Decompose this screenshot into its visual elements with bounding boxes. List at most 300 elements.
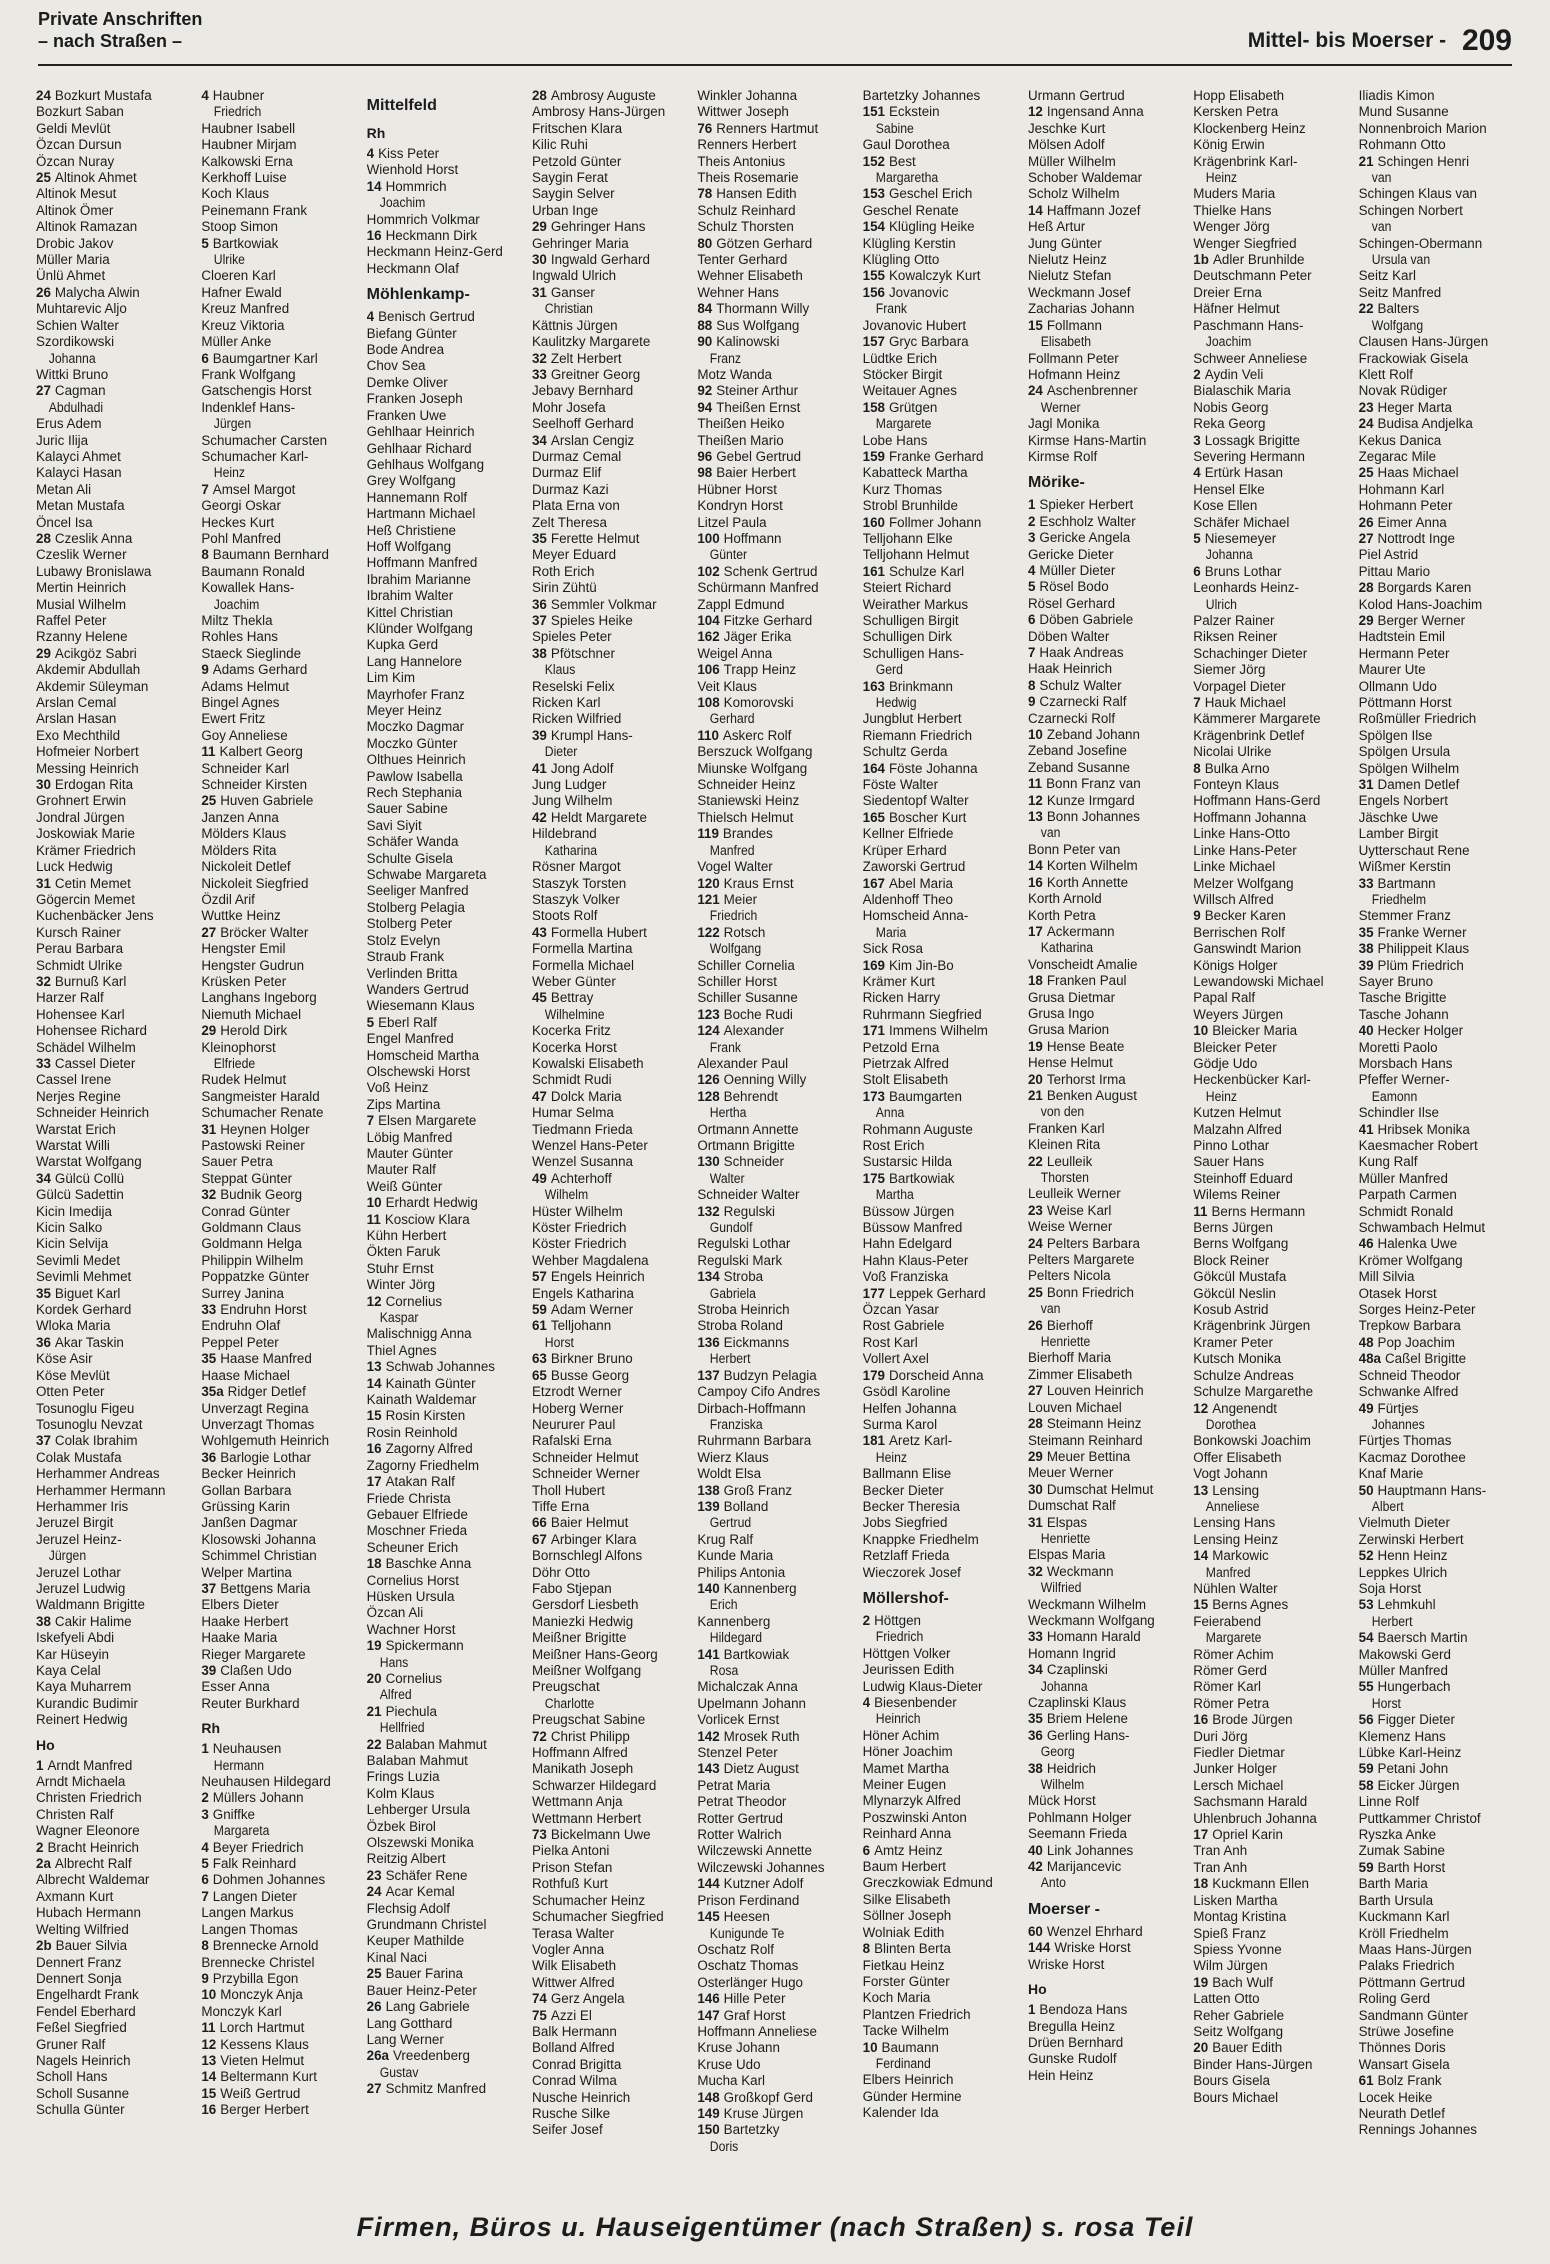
resident-entry: Vollert Axel (862, 1351, 929, 1367)
house-number: 45 (531, 990, 547, 1006)
column-4 (532, 88, 691, 2200)
house-number: 34 (531, 432, 547, 448)
resident-entry (1028, 1761, 1187, 1777)
resident-entry (367, 1884, 526, 1900)
house-range-marker: Rh (201, 1720, 220, 1737)
resident-entry (1359, 416, 1518, 432)
resident-entry: Gehlhaar Heinrich (366, 424, 475, 440)
resident-entry-continuation: Albert (1371, 1498, 1404, 1514)
resident-entry: Schingen Norbert (1358, 202, 1463, 218)
resident-entry (863, 1368, 1022, 1384)
resident-entry: Reinhard Anna (862, 1826, 952, 1842)
resident-name: Kim Jin-Bo (888, 957, 954, 973)
house-number: 37 (201, 1580, 217, 1596)
resident-entry: Litzel Paula (697, 514, 767, 530)
house-number: 11 (1027, 776, 1043, 792)
resident-entry: Herhammer Hermann (36, 1482, 166, 1498)
resident-entry: Klünder Wolfgang (366, 620, 473, 636)
resident-name: Vieten Helmut (220, 2052, 305, 2068)
resident-entry: Fietkau Heinz (862, 1957, 945, 1973)
resident-entry: Jeruzel Birgit (36, 1515, 114, 1531)
resident-entry: Hofmann Heinz (1027, 366, 1121, 382)
resident-entry: Theis Antonius (697, 153, 786, 169)
resident-entry (863, 1613, 1022, 1629)
house-number: 31 (201, 1121, 217, 1137)
resident-entry: Engels Norbert (1358, 793, 1448, 809)
house-number: 9 (1193, 908, 1201, 924)
resident-entry: Homann Ingrid (1027, 1645, 1116, 1661)
house-number: 78 (697, 186, 713, 202)
resident-entry: Stolz Evelyn (366, 932, 441, 948)
resident-entry: Tasche Johann (1358, 1006, 1449, 1022)
house-number: 16 (201, 2102, 217, 2118)
resident-entry: Vogt Johann (1193, 1466, 1268, 1482)
resident-entry: Krämer Friedrich (36, 842, 136, 858)
resident-entry: Gödje Udo (1193, 1055, 1258, 1071)
resident-entry: Sangmeister Harald (201, 1088, 320, 1104)
resident-entry: Wierz Klaus (697, 1449, 769, 1465)
resident-entry: Ortmann Annette (697, 1121, 799, 1137)
house-number: 22 (366, 1736, 382, 1752)
house-number: 8 (1193, 760, 1201, 776)
resident-entry: Haake Maria (201, 1630, 278, 1646)
resident-entry: Wansart Gisela (1358, 2056, 1450, 2072)
house-number: 35 (1027, 1711, 1043, 1727)
house-number: 19 (366, 1638, 382, 1654)
house-number: 41 (1358, 1121, 1374, 1137)
resident-name: Homann Harald (1046, 1629, 1141, 1645)
resident-entry: Bonn Peter van (1027, 841, 1121, 857)
resident-entry: Lewandowski Michael (1193, 973, 1324, 989)
resident-entry-continuation: Gerhard (710, 711, 755, 727)
resident-entry-continuation: Klaus (544, 662, 576, 678)
resident-entry: Schürmann Manfred (697, 580, 819, 596)
resident-entry: Zegarac Mile (1358, 448, 1437, 464)
resident-name: Erhardt Hedwig (385, 1195, 478, 1211)
resident-entry: Kruse Johann (697, 2040, 780, 2056)
resident-entry (367, 1474, 526, 1490)
resident-entry (863, 1286, 1022, 1302)
resident-name: Bolland (723, 1498, 769, 1514)
house-number: 48 (1358, 1334, 1374, 1350)
house-number: 10 (201, 1987, 217, 2003)
resident-entry: Linke Hans-Peter (1193, 842, 1297, 858)
resident-entry: Zeband Susanne (1027, 759, 1130, 775)
resident-entry: Jobs Siegfried (862, 1515, 948, 1531)
resident-entry (863, 449, 1022, 465)
resident-name: Bolz Frank (1377, 2073, 1442, 2089)
resident-entry-continuation: Friedrich (214, 104, 262, 120)
resident-entry-continuation: Georg (1040, 1744, 1075, 1760)
resident-name: Bickelmann Uwe (550, 1827, 651, 1843)
resident-entry-continuation: Margaretha (875, 170, 938, 186)
resident-entry: Wettmann Herbert (531, 1810, 642, 1826)
resident-entry (532, 1368, 691, 1384)
resident-entry: Severing Hermann (1193, 448, 1305, 464)
resident-entry: Terasa Walter (531, 1925, 615, 1941)
resident-name: Trapp Heinz (723, 662, 797, 678)
resident-entry: Kaya Celal (36, 1663, 101, 1678)
resident-name: Heger Marta (1377, 399, 1452, 415)
resident-name: Kuckmann Ellen (1212, 1876, 1309, 1892)
resident-entry (1028, 318, 1187, 334)
resident-entry-continuation: Friedrich (875, 1629, 923, 1645)
resident-entry: Schumacher Renate (201, 1105, 324, 1121)
resident-entry: Staeck Sieglinde (201, 645, 302, 661)
resident-name: Balaban Mahmut (385, 1736, 487, 1752)
resident-entry: Ambrosy Hans-Jürgen (531, 104, 666, 120)
resident-entry: Lang Gotthard (366, 2015, 453, 2031)
resident-entry (697, 2008, 856, 2024)
resident-entry (201, 1302, 360, 1318)
resident-name: Biguet Karl (54, 1285, 121, 1301)
resident-name: Lang Gabriele (385, 1999, 470, 2015)
resident-entry: Durmaz Kazi (531, 481, 609, 497)
house-number: 35 (36, 1285, 51, 1301)
resident-entry: Schwanke Alfred (1358, 1384, 1459, 1400)
house-number: 7 (1193, 695, 1201, 711)
resident-entry: Kerkhoff Luise (201, 170, 287, 186)
directory-columns (36, 88, 1518, 2200)
resident-entry: Schiller Cornelia (697, 957, 795, 973)
resident-entry (1193, 2040, 1352, 2056)
resident-entry-continuation: Christian (544, 301, 593, 317)
resident-name: Dorscheid Anna (888, 1367, 984, 1383)
resident-entry: Lang Hannelore (366, 653, 462, 669)
house-range-marker: Ho (1027, 1981, 1047, 1998)
resident-entry: Römer Karl (1193, 1679, 1262, 1695)
house-number: 148 (697, 2089, 720, 2105)
resident-entry (863, 1941, 1022, 1957)
resident-entry: Hüster Wilhelm (531, 1203, 623, 1219)
resident-entry (1359, 1351, 1518, 1367)
resident-name: Heesen (723, 1909, 770, 1925)
resident-entry: Maas Hans-Jürgen (1358, 1941, 1472, 1957)
resident-name: Terhorst Irma (1046, 1071, 1126, 1087)
resident-entry-continuation: Anna (875, 1105, 904, 1121)
resident-entry: Homscheid Anna- (862, 908, 969, 924)
resident-name: Brennecke Arnold (212, 1938, 319, 1954)
resident-entry: Conrad Günter (201, 1203, 290, 1219)
house-number: 155 (862, 268, 885, 284)
resident-entry: Özdil Arif (201, 891, 255, 907)
resident-name: Spickermann (385, 1638, 464, 1654)
resident-entry: Grey Wolfgang (366, 473, 456, 489)
resident-entry (1359, 465, 1518, 481)
resident-entry: Prison Ferdinand (697, 1892, 800, 1908)
resident-entry: Vielmuth Dieter (1358, 1515, 1450, 1531)
resident-entry: Saygin Selver (531, 186, 615, 202)
resident-name: Birkner Bruno (550, 1351, 633, 1367)
house-number: 6 (1193, 563, 1201, 579)
resident-entry: Schulligen Birgit (862, 613, 959, 628)
resident-entry: Schumacher Karl- (201, 448, 309, 464)
house-number: 18 (1193, 1876, 1209, 1892)
resident-entry (1359, 1761, 1518, 1777)
resident-entry: Langen Markus (201, 1905, 294, 1921)
resident-name: Jäger Erika (723, 629, 792, 645)
resident-entry: Axmann Kurt (36, 1888, 114, 1904)
resident-entry (1028, 530, 1187, 546)
resident-name: Christ Philipp (550, 1728, 630, 1744)
resident-entry: Gehringer Maria (531, 235, 629, 251)
resident-entry (863, 1433, 1022, 1449)
resident-name: Gryc Barbara (888, 334, 969, 350)
resident-entry (697, 892, 856, 908)
resident-entry (201, 793, 360, 809)
house-number: 15 (201, 2085, 217, 2101)
resident-entry: Wilk Elisabeth (531, 1958, 617, 1974)
resident-entry (1028, 497, 1187, 513)
resident-entry-continuation: Heinz (214, 465, 246, 481)
house-number: 39 (531, 727, 547, 743)
resident-entry: Elbers Dieter (201, 1597, 279, 1613)
resident-entry: Rudek Helmut (201, 1072, 287, 1088)
resident-entry: Exo Mechthild (36, 727, 121, 743)
resident-entry (697, 1269, 856, 1285)
resident-name: Franken Paul (1046, 973, 1127, 989)
house-number: 5 (201, 235, 209, 251)
resident-name: Falk Reinhard (212, 1856, 297, 1872)
resident-entry (201, 1450, 360, 1466)
resident-entry: Geldi Mevlüt (36, 120, 111, 136)
resident-entry: Savi Siyit (366, 817, 422, 833)
resident-entry: Kosub Astrid (1193, 1302, 1269, 1318)
house-number: 96 (697, 448, 713, 464)
resident-name: Kowalczyk Kurt (888, 268, 981, 284)
resident-name: Eimer Anna (1377, 514, 1447, 530)
page-number: 209 (1461, 24, 1512, 57)
resident-name: Aydin Veli (1204, 366, 1264, 382)
resident-entry (36, 170, 195, 186)
resident-entry-continuation: Henriette (1040, 1334, 1091, 1350)
resident-entry (36, 383, 195, 399)
resident-entry (697, 1499, 856, 1515)
house-number: 29 (36, 645, 51, 661)
resident-entry: Tiedmann Frieda (531, 1121, 633, 1137)
house-number: 6 (201, 350, 209, 366)
resident-entry: Palaks Friedrich (1358, 1958, 1455, 1974)
house-number: 57 (531, 1269, 547, 1285)
resident-entry: Stöcker Birgit (862, 366, 943, 382)
resident-entry: Manikath Joseph (531, 1761, 634, 1777)
resident-entry: Frings Luzia (366, 1769, 440, 1785)
street-heading: Möllershof- (862, 1589, 949, 1607)
resident-entry: Königs Holger (1193, 957, 1278, 973)
resident-entry: Lehberger Ursula (366, 1802, 471, 1818)
resident-entry (1028, 612, 1187, 628)
resident-entry (36, 777, 195, 793)
resident-entry (201, 744, 360, 760)
resident-entry: Franken Uwe (366, 407, 447, 423)
resident-name: Meuer Bettina (1046, 1448, 1131, 1464)
resident-entry: Hoffmann Johanna (1193, 809, 1307, 825)
resident-entry: Ökten Faruk (366, 1244, 441, 1260)
resident-entry-continuation: Johannes (1371, 1416, 1425, 1432)
resident-entry: Humar Selma (531, 1105, 614, 1121)
resident-entry: Moretti Paolo (1358, 1039, 1438, 1055)
house-number: 27 (201, 924, 217, 940)
resident-entry (1028, 1154, 1187, 1170)
resident-entry: Müller Maria (36, 252, 110, 268)
house-number: 59 (1358, 1761, 1374, 1777)
resident-entry: Zaworski Gertrud (862, 859, 966, 875)
resident-entry (1028, 1859, 1187, 1875)
resident-entry (201, 1889, 360, 1905)
house-number: 38 (531, 645, 547, 661)
resident-entry: Papal Ralf (1193, 990, 1256, 1006)
resident-entry: Lubawy Bronislawa (36, 563, 152, 579)
resident-entry-continuation: Abdulhadi (48, 399, 104, 415)
resident-entry: Hermann Peter (1358, 645, 1450, 661)
house-number: 40 (1358, 1023, 1374, 1039)
resident-name: Haas Michael (1377, 465, 1459, 481)
resident-entry: Klemenz Hans (1358, 1728, 1446, 1744)
resident-entry: Gsödl Karoline (862, 1384, 951, 1400)
resident-entry: Günder Hermine (862, 2088, 962, 2104)
resident-entry: Pielka Antoni (531, 1843, 610, 1859)
resident-entry (1028, 1449, 1187, 1465)
resident-name: Kunze Irmgard (1046, 792, 1135, 808)
house-number: 17 (1193, 1827, 1209, 1843)
resident-name: Schulz Walter (1039, 677, 1122, 693)
resident-entry (201, 1187, 360, 1203)
resident-entry: Pastowski Reiner (201, 1138, 305, 1153)
resident-entry: Stemmer Franz (1358, 908, 1451, 924)
resident-entry: Döben Walter (1027, 628, 1110, 644)
resident-entry (36, 1056, 195, 1072)
resident-entry: Häfner Helmut (1193, 301, 1280, 317)
resident-entry: Stroba Heinrich (697, 1302, 790, 1318)
resident-entry: Kittel Christian (366, 604, 453, 620)
resident-entry (532, 433, 691, 449)
resident-entry: Weyers Jürgen (1193, 1006, 1284, 1022)
house-number: 35a (201, 1384, 224, 1400)
resident-entry: Lübke Karl-Heinz (1358, 1745, 1462, 1761)
resident-entry: Strobl Brunhilde (862, 498, 958, 514)
house-number: 29 (1358, 613, 1374, 628)
resident-entry (201, 1663, 360, 1679)
resident-entry (367, 228, 526, 244)
house-number: 8 (201, 547, 209, 563)
resident-name: Beltermann Kurt (220, 2069, 317, 2085)
resident-entry: Grohnert Erwin (36, 793, 127, 809)
resident-entry (532, 1532, 691, 1548)
resident-entry (1359, 925, 1518, 941)
resident-name: Rosin Kirsten (385, 1408, 466, 1424)
resident-entry (697, 1991, 856, 2007)
resident-entry (697, 1007, 856, 1023)
resident-entry: Melzer Wolfgang (1193, 875, 1294, 891)
resident-name: Arbinger Klara (550, 1531, 637, 1547)
resident-entry: Haubner Mirjam (201, 137, 297, 153)
resident-entry: Steinhoff Eduard (1193, 1170, 1293, 1186)
house-number: 26 (366, 1999, 382, 2015)
resident-entry: Krämer Kurt (862, 973, 935, 989)
resident-entry: Paschmann Hans- (1193, 317, 1304, 333)
resident-entry: Klügling Kerstin (862, 235, 956, 251)
resident-entry: Kirmse Hans-Martin (1027, 432, 1147, 448)
resident-entry: Balaban Mahmut (366, 1753, 468, 1768)
house-number: 151 (862, 104, 885, 120)
resident-entry: Schneider Walter (697, 1187, 800, 1203)
house-number: 23 (1358, 399, 1374, 415)
resident-entry: Palzer Rainer (1193, 613, 1275, 628)
resident-entry-continuation: Kunigunde Te (710, 1925, 785, 1941)
resident-name: Heldt Margarete (550, 809, 647, 825)
resident-entry: Staszyk Torsten (531, 875, 627, 891)
resident-entry-continuation: Joachim (214, 596, 260, 612)
resident-entry-continuation: Erich (710, 1597, 738, 1613)
resident-entry: Adams Helmut (201, 678, 290, 694)
resident-entry: Hohensee Karl (36, 1006, 125, 1022)
resident-entry: Rösner Margot (531, 859, 621, 875)
resident-entry: Siedentopf Walter (862, 793, 969, 809)
resident-name: Budnik Georg (220, 1187, 303, 1203)
resident-entry: Dumschat Ralf (1027, 1498, 1116, 1514)
resident-entry (201, 2102, 360, 2118)
resident-entry: Schiller Horst (697, 973, 777, 989)
resident-name: Brandes (722, 826, 773, 842)
house-number: 40 (1027, 1842, 1043, 1858)
resident-entry (863, 1023, 1022, 1039)
resident-entry (367, 2081, 526, 2097)
house-number: 7 (366, 1113, 375, 1129)
house-number: 8 (862, 1941, 871, 1957)
resident-entry-continuation: Hertha (710, 1105, 747, 1121)
resident-entry (201, 2086, 360, 2102)
resident-entry: Endruhn Olaf (201, 1318, 281, 1334)
resident-name: Kalbert Georg (219, 744, 303, 760)
house-number: 6 (862, 1842, 871, 1858)
resident-entry (1359, 301, 1518, 317)
house-number: 26 (1358, 514, 1374, 530)
resident-entry: Bozkurt Saban (36, 104, 124, 120)
house-number: 1 (201, 1741, 209, 1757)
house-number: 30 (1027, 1481, 1043, 1497)
resident-entry: Föste Walter (862, 777, 939, 793)
resident-entry (863, 1171, 1022, 1187)
resident-name: Brinkmann (888, 678, 953, 694)
resident-entry (1028, 1564, 1187, 1580)
resident-name: Hommrich (385, 178, 447, 194)
resident-name: Kiss Peter (378, 146, 440, 161)
resident-entry: Jeruzel Lothar (36, 1564, 121, 1580)
resident-entry: Grusa Dietmar (1027, 989, 1116, 1005)
resident-entry: Olschewski Horst (366, 1063, 471, 1079)
resident-entry: Schmidt Rudi (531, 1072, 612, 1088)
resident-entry: Weckmann Josef (1027, 284, 1131, 300)
resident-entry: Unverzagt Regina (201, 1400, 309, 1416)
resident-entry (1028, 1843, 1187, 1859)
resident-entry (532, 219, 691, 235)
resident-entry: Weber Günter (531, 973, 616, 989)
resident-entry: Kättnis Jürgen (531, 317, 618, 333)
resident-entry: Ingwald Ulrich (531, 268, 617, 284)
resident-name: Haak Andreas (1039, 645, 1124, 660)
house-number: 4 (1027, 562, 1036, 578)
resident-entry: Parpath Carmen (1358, 1187, 1457, 1203)
resident-entry: Sustarsic Hilda (862, 1154, 952, 1170)
resident-entry: Drüen Bernhard (1027, 2034, 1124, 2050)
house-number: 137 (697, 1367, 720, 1383)
resident-entry: Niemuth Michael (201, 1006, 302, 1022)
resident-entry (863, 2040, 1022, 2056)
resident-entry (1028, 875, 1187, 891)
column-9 (1359, 88, 1518, 2200)
resident-entry: Kurz Thomas (862, 481, 943, 497)
resident-entry: Spiess Yvonne (1193, 1941, 1282, 1957)
